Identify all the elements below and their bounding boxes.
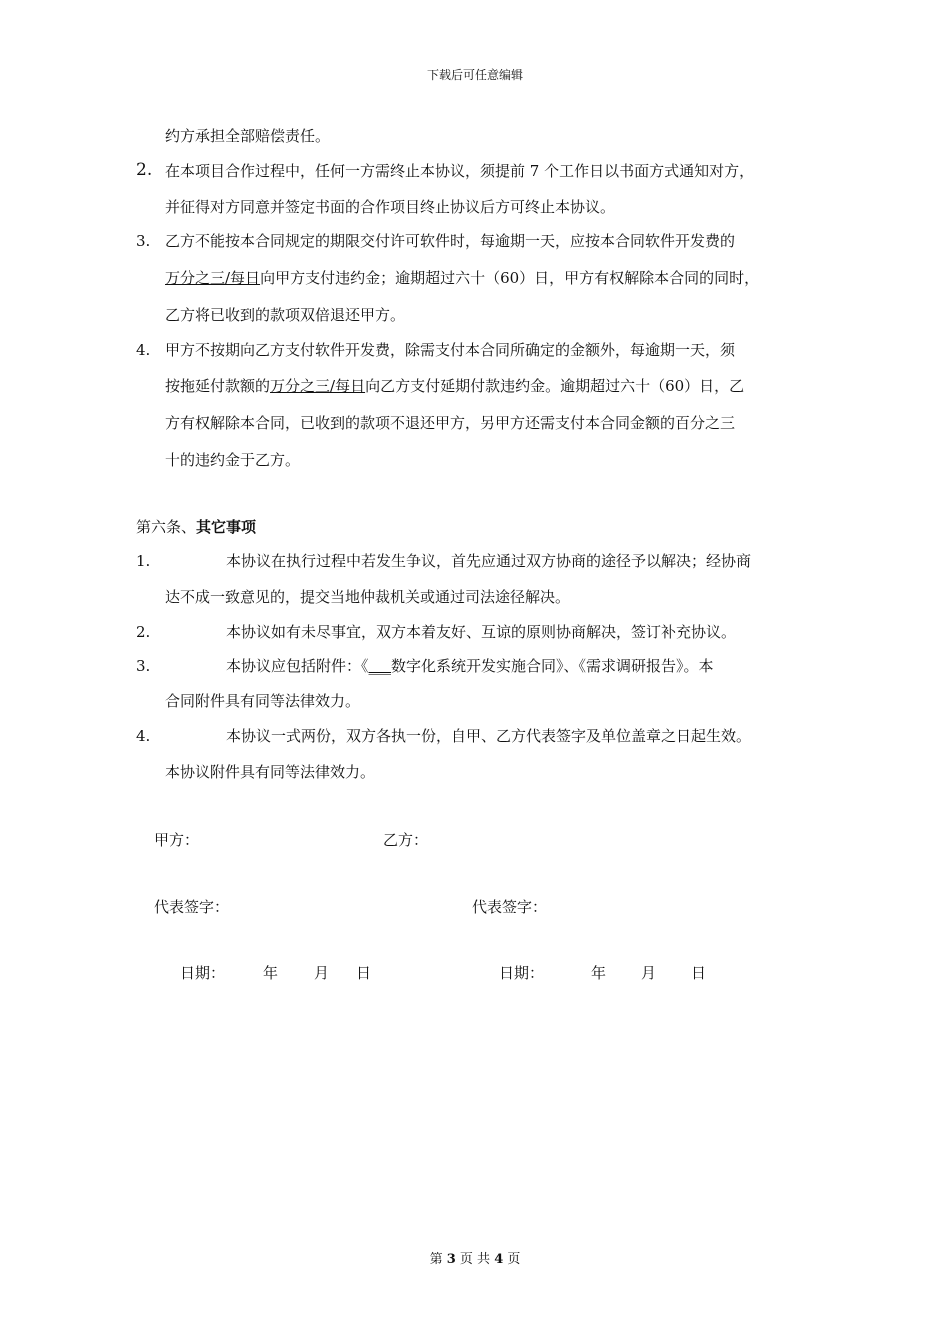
clause-3-line-2-rest: 向甲方支付违约金；逾期超过六十（60）日，甲方有权解除本合同的同时， <box>260 269 760 287</box>
item-2-number: 2. <box>136 623 151 641</box>
section-6-title-bold: 其它事项 <box>196 518 257 536</box>
date-a-label: 日期： <box>180 964 226 982</box>
item-2-line-1: 本协议如有未尽事宜，双方本着友好、互谅的原则协商解决，签订补充协议。 <box>226 623 737 641</box>
page-footer <box>0 1248 950 1267</box>
clause-4-line-3: 方有权解除本合同，已收到的款项不退还甲方，另甲方还需支付本合同金额的百分之三 <box>165 414 736 432</box>
clause-1-tail: 约方承担全部赔偿责任。 <box>165 127 331 145</box>
total-pages-number: 4 <box>494 1252 504 1267</box>
footer-middle: 页 共 <box>459 1252 491 1267</box>
clause-2-line-2: 并征得对方同意并签定书面的合作项目终止协议后方可终止本协议。 <box>165 198 616 216</box>
item-3-line-1-rest: 数字化系统开发实施合同》、《需求调研报告》。本 <box>391 657 714 675</box>
date-b-label: 日期： <box>499 964 545 982</box>
current-page-number: 3 <box>446 1252 456 1267</box>
rep-b-signature-label: 代表签字： <box>472 898 548 916</box>
date-a-year: 年 <box>263 964 279 982</box>
item-4-line-2: 本协议附件具有同等法律效力。 <box>165 763 376 781</box>
clause-2-line-1: 在本项目合作过程中，任何一方需终止本协议，须提前 7 个工作日以书面方式通知对方， <box>165 162 755 180</box>
clause-4-line-1: 甲方不按期向乙方支付软件开发费，除需支付本合同所确定的金额外，每逾期一天，须 <box>165 341 736 359</box>
item-4-line-1: 本协议一式两份，双方各执一份，自甲、乙方代表签字及单位盖章之日起生效。 <box>226 727 752 745</box>
item-4-number: 4. <box>136 727 151 745</box>
item-1-line-1: 本协议在执行过程中若发生争议，首先应通过双方协商的途径予以解决；经协商 <box>226 552 752 570</box>
clause-4-line-2 <box>165 376 744 396</box>
clause-3-line-2 <box>165 268 759 288</box>
item-3-blank: ___ <box>368 657 392 675</box>
clause-2-number: 2. <box>136 160 153 180</box>
clause-4-number: 4. <box>136 341 151 359</box>
clause-3-line-3: 乙方将已收到的款项双倍退还甲方。 <box>165 306 406 324</box>
item-1-line-2: 达不成一致意见的，提交当地仲裁机关或通过司法途径解决。 <box>165 588 571 606</box>
item-3-number: 3. <box>136 657 151 675</box>
date-b-month: 月 <box>641 964 657 982</box>
clause-4-line-2-rest: 向乙方支付延期付款违约金。逾期超过六十（60）日，乙 <box>365 377 745 395</box>
page-header: 下载后可任意编辑 <box>426 68 523 82</box>
date-a-day: 日 <box>356 964 372 982</box>
date-a-month: 月 <box>314 964 330 982</box>
party-a-label: 甲方： <box>154 831 200 849</box>
footer-prefix: 第 <box>429 1252 443 1267</box>
footer-suffix: 页 <box>507 1252 521 1267</box>
clause-4-rate-underlined: 万分之三/每日 <box>270 377 366 395</box>
party-b-label: 乙方： <box>383 831 429 849</box>
clause-3-line-1: 乙方不能按本合同规定的期限交付许可软件时，每逾期一天，应按本合同软件开发费的 <box>165 232 736 250</box>
clause-4-line-2-pre: 按拖延付款额的 <box>165 377 271 395</box>
section-6-title-prefix: 第六条、 <box>136 518 197 536</box>
date-b-year: 年 <box>591 964 607 982</box>
rep-a-signature-label: 代表签字： <box>154 898 230 916</box>
item-1-number: 1. <box>136 552 151 570</box>
section-6-title <box>136 517 256 537</box>
clause-3-number: 3. <box>136 232 151 250</box>
item-3-line-1-pre: 本协议应包括附件：《 <box>226 657 369 675</box>
clause-4-line-4: 十的违约金于乙方。 <box>165 451 301 469</box>
clause-3-rate-underlined: 万分之三/每日 <box>165 269 261 287</box>
item-3-line-1 <box>226 656 714 676</box>
item-3-line-2: 合同附件具有同等法律效力。 <box>165 692 361 710</box>
date-b-day: 日 <box>691 964 707 982</box>
